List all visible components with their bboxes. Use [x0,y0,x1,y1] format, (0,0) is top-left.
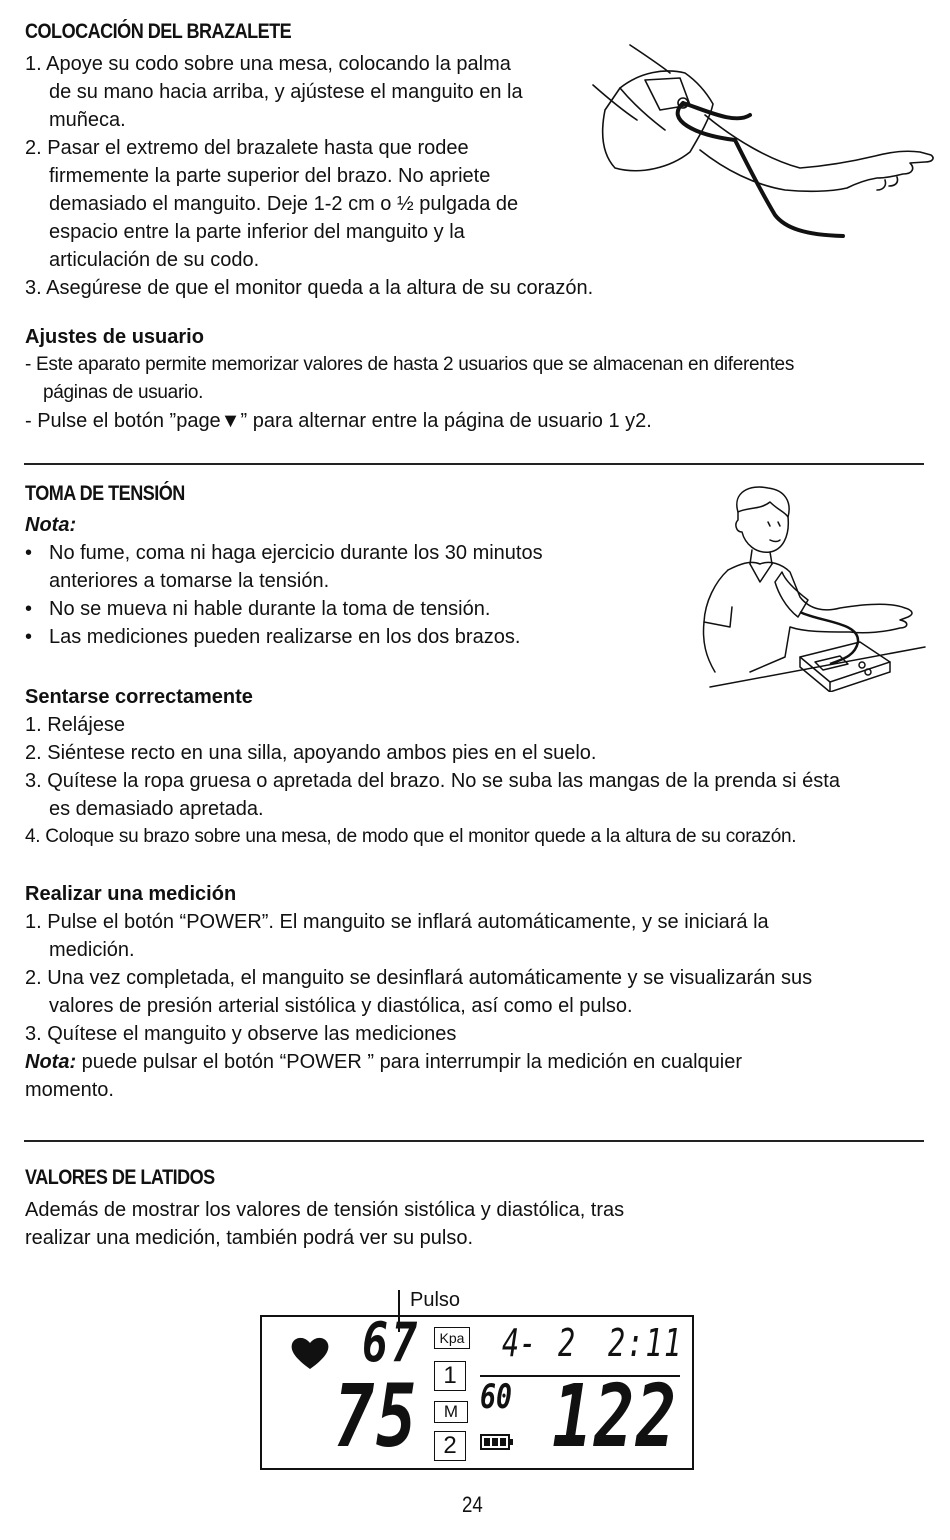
note-label: Nota: [25,514,77,536]
text-line: - Este aparato permite memorizar valores de hasta 2 usuarios que se almacenan en diferentes [25,354,795,375]
heading-ajustes-usuario: Ajustes de usuario [25,326,204,348]
divider [24,1140,924,1142]
systolic-value: 122 [552,1367,678,1467]
heading-valores-latidos: VALORES DE LATIDOS [25,1166,215,1189]
note-line-continuation: momento. [25,1079,114,1101]
text-line: de su mano hacia arriba, y ajústese el manguito en la [49,81,523,103]
list-item: • No se mueva ni hable durante la toma de tensión. [25,598,491,620]
date-day: 2 [558,1321,576,1365]
user-2-icon: 2 [434,1431,466,1461]
text-line: páginas de usuario. [43,382,204,403]
text-line: muñeca. [49,109,126,131]
note-line: Nota: puede pulsar el botón “POWER ” para interrumpir la medición en cualquier [25,1051,742,1073]
text-line: 1. Apoye su codo sobre una mesa, colocando la palma [25,53,511,75]
person-measuring-illustration [690,482,930,692]
lcd-display [260,1311,694,1470]
user-1-icon: 1 [434,1361,466,1391]
text-line: realizar una medición, también podrá ver su pulso. [25,1227,474,1249]
battery-icon [480,1433,514,1451]
text-line: 4. Coloque su brazo sobre una mesa, de modo que el monitor quede a la altura de su corazón. [25,826,797,847]
memory-icon: M [434,1401,468,1423]
time-display: 2:11 [608,1321,683,1365]
measure-instructions [25,908,812,1104]
text-line: valores de presión arterial sistólica y diastólica, así como el pulso. [49,995,633,1017]
divider [24,463,924,465]
text-line: firmemente la parte superior del brazo. No apriete [49,165,491,187]
heart-icon [290,1335,330,1371]
text-line: 3. Quítese el manguito y observe las mediciones [25,1023,457,1045]
text-line: 2. Una vez completada, el manguito se desinflará automáticamente y se visualizarán sus [25,967,813,989]
arm-cuff-illustration [585,40,940,250]
pulse-value: 67 [362,1311,421,1374]
list-item: • Las mediciones pueden realizarse en los dos brazos. [25,626,521,648]
date-month: 4- [502,1321,537,1365]
text-line: es demasiado apretada. [49,798,264,820]
heading-sentarse: Sentarse correctamente [25,686,253,708]
text-line: Además de mostrar los valores de tensión sistólica y diastólica, tras [25,1199,625,1221]
user-settings-text [25,351,794,435]
text-line: 3. Quítese la ropa gruesa o apretada del brazo. No se suba las mangas de la prenda si ésta [25,770,840,792]
note-bullets [25,539,543,651]
list-item: • No fume, coma ni haga ejercicio durante los 30 minutos [25,542,543,564]
pulse-intro [25,1196,624,1252]
text-line: espacio entre la parte inferior del manguito y la [49,221,465,243]
page-number: 24 [462,1492,483,1517]
sitting-instructions [25,711,840,851]
text-line: 1. Relájese [25,714,126,736]
small-value: 60 [480,1377,512,1417]
text-line: medición. [49,939,135,961]
heading-realizar-medicion: Realizar una medición [25,883,237,905]
diastolic-value: 75 [334,1367,418,1467]
text-line: 3. Asegúrese de que el monitor queda a la altura de su corazón. [25,277,594,299]
text-line: demasiado el manguito. Deje 1-2 cm o ½ pulgada de [49,193,519,215]
text-line: 1. Pulse el botón “POWER”. El manguito se inflará automáticamente, y se iniciará la [25,911,769,933]
pulse-label: Pulso [410,1289,461,1311]
heading-colocacion: COLOCACIÓN DEL BRAZALETE [25,20,292,43]
unit-label: Kpa [434,1327,470,1349]
text-line: 2. Siéntese recto en una silla, apoyando ambos pies en el suelo. [25,742,597,764]
text-line: 2. Pasar el extremo del brazalete hasta que rodee [25,137,469,159]
cuff-instructions [25,50,593,302]
text-line: - Pulse el botón ”page▼” para alternar entre la página de usuario 1 y2. [25,410,652,432]
list-item-continuation: anteriores a tomarse la tensión. [49,570,330,592]
text-line: articulación de su codo. [49,249,260,271]
heading-toma-tension: TOMA DE TENSIÓN [25,482,185,505]
